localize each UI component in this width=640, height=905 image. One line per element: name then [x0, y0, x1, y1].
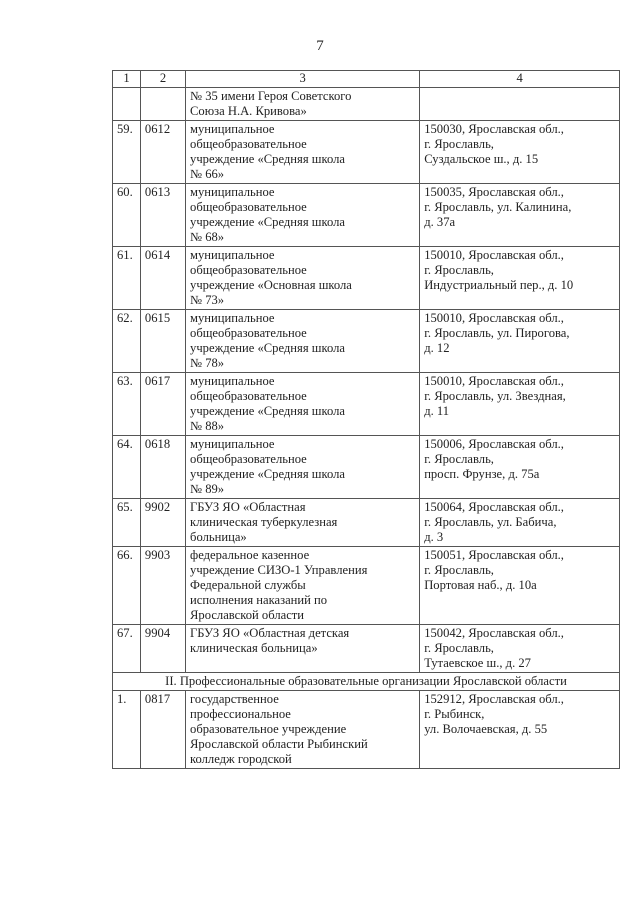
column-header: 2 — [140, 71, 185, 88]
cell-name: муниципальное общеобразовательное учреждение «Средняя школа № 89» — [186, 436, 420, 499]
table-row — [113, 310, 620, 373]
cell-address: 150010, Ярославская обл., г. Ярославль, ул. Звездная, д. 11 — [420, 373, 620, 436]
cell-name: муниципальное общеобразовательное учреждение «Основная школа № 73» — [186, 247, 420, 310]
cell-number: 63. — [113, 373, 141, 436]
cell-name: муниципальное общеобразовательное учреждение «Средняя школа № 66» — [186, 121, 420, 184]
cell-name: федеральное казенное учреждение СИЗО-1 Управления Федеральной службы исполнения наказаний по Ярославской области — [186, 547, 420, 625]
cell-number: 1. — [113, 691, 141, 769]
table-header-row — [113, 71, 620, 88]
cell-name: ГБУЗ ЯО «Областная детская клиническая больница» — [186, 625, 420, 673]
cell-name: № 35 имени Героя Советского Союза Н.А. Кривова» — [186, 88, 420, 121]
cell-address: 150051, Ярославская обл., г. Ярославль, Портовая наб., д. 10а — [420, 547, 620, 625]
column-header: 1 — [113, 71, 141, 88]
table-row — [113, 184, 620, 247]
table-row — [113, 547, 620, 625]
cell-address: 150006, Ярославская обл., г. Ярославль, просп. Фрунзе, д. 75а — [420, 436, 620, 499]
table-row — [113, 625, 620, 673]
cell-address: 150010, Ярославская обл., г. Ярославль, ул. Пирогова, д. 12 — [420, 310, 620, 373]
cell-code: 9903 — [140, 547, 185, 625]
institutions-table — [112, 70, 620, 769]
cell-number: 61. — [113, 247, 141, 310]
cell-name: ГБУЗ ЯО «Областная клиническая туберкулезная больница» — [186, 499, 420, 547]
table-row — [113, 691, 620, 769]
table-row — [113, 373, 620, 436]
cell-address — [420, 88, 620, 121]
cell-name: муниципальное общеобразовательное учреждение «Средняя школа № 88» — [186, 373, 420, 436]
cell-code: 0817 — [140, 691, 185, 769]
cell-number: 64. — [113, 436, 141, 499]
cell-code — [140, 88, 185, 121]
cell-number: 59. — [113, 121, 141, 184]
cell-name: муниципальное общеобразовательное учреждение «Средняя школа № 68» — [186, 184, 420, 247]
cell-code: 0617 — [140, 373, 185, 436]
table-row — [113, 121, 620, 184]
table-row-continued — [113, 88, 620, 121]
column-header: 3 — [186, 71, 420, 88]
cell-code: 0615 — [140, 310, 185, 373]
page-number: 7 — [316, 38, 324, 54]
table-row — [113, 499, 620, 547]
cell-code: 0614 — [140, 247, 185, 310]
cell-address: 150035, Ярославская обл., г. Ярославль, ул. Калинина, д. 37а — [420, 184, 620, 247]
table-row — [113, 436, 620, 499]
cell-code: 0612 — [140, 121, 185, 184]
cell-code: 9904 — [140, 625, 185, 673]
cell-name: муниципальное общеобразовательное учреждение «Средняя школа № 78» — [186, 310, 420, 373]
cell-name: государственное профессиональное образовательное учреждение Ярославской области Рыбинский колледж городской — [186, 691, 420, 769]
cell-address: 150030, Ярославская обл., г. Ярославль, Суздальское ш., д. 15 — [420, 121, 620, 184]
cell-number: 66. — [113, 547, 141, 625]
table-row — [113, 247, 620, 310]
cell-number: 62. — [113, 310, 141, 373]
cell-code: 9902 — [140, 499, 185, 547]
cell-number — [113, 88, 141, 121]
cell-code: 0618 — [140, 436, 185, 499]
cell-number: 67. — [113, 625, 141, 673]
section-title: II. Профессиональные образовательные организации Ярославской области — [113, 673, 620, 691]
cell-address: 152912, Ярославская обл., г. Рыбинск, ул. Волочаевская, д. 55 — [420, 691, 620, 769]
cell-address: 150064, Ярославская обл., г. Ярославль, ул. Бабича, д. 3 — [420, 499, 620, 547]
section-header-row — [113, 673, 620, 691]
cell-code: 0613 — [140, 184, 185, 247]
cell-number: 60. — [113, 184, 141, 247]
column-header: 4 — [420, 71, 620, 88]
cell-number: 65. — [113, 499, 141, 547]
cell-address: 150010, Ярославская обл., г. Ярославль, Индустриальный пер., д. 10 — [420, 247, 620, 310]
cell-address: 150042, Ярославская обл., г. Ярославль, Тутаевское ш., д. 27 — [420, 625, 620, 673]
